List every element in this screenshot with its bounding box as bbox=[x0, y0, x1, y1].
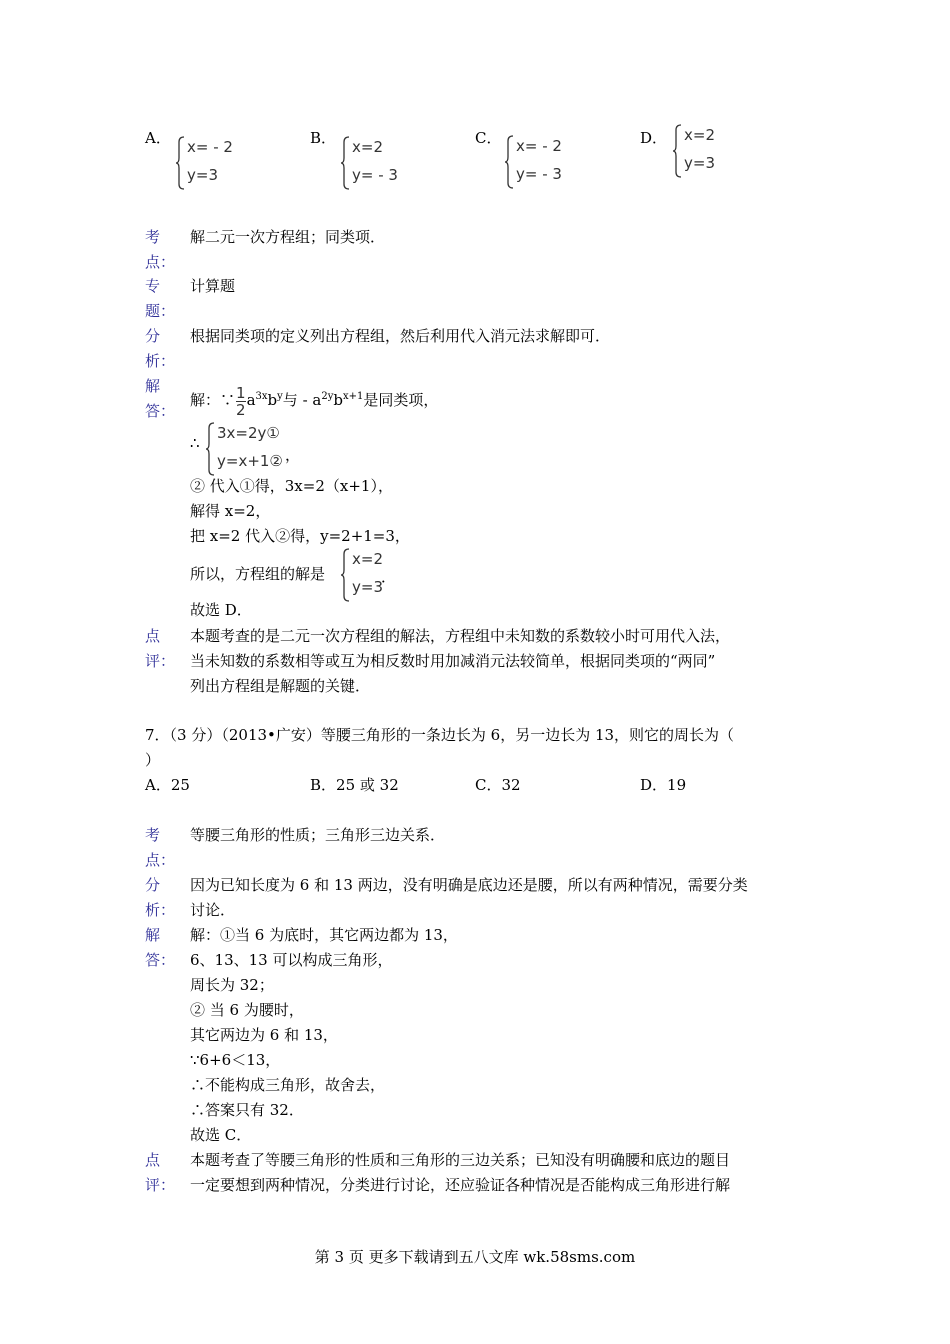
option-c-system bbox=[504, 135, 584, 189]
q6-dianping-label: 点 评： bbox=[145, 627, 176, 670]
q7-option-c: C．32 bbox=[475, 776, 521, 794]
system-comma: ， bbox=[285, 446, 301, 464]
option-b-eq1: x=2 bbox=[352, 138, 383, 156]
q6-dianping: 本题考查的是二元一次方程组的解法，方程组中未知数的系数较小时可用代入法， 当未知数的系数相等或互为相反数时用加减消元法较简单，根据同类项的“两同” 列出方程组是解题的关键． bbox=[190, 627, 731, 695]
option-d-system bbox=[672, 124, 752, 178]
brace-icon bbox=[340, 548, 350, 602]
q7-fenxi: 因为已知长度为 6 和 13 两边，没有明确是底边还是腰，所以有两种情况，需要分类 讨论． bbox=[190, 876, 748, 919]
option-d-eq1: x=2 bbox=[684, 126, 715, 144]
q6-zhuanti-label: 专 题： bbox=[145, 277, 176, 320]
q6-fenxi: 根据同类项的定义列出方程组，然后利用代入消元法求解即可． bbox=[190, 327, 611, 345]
option-a-system bbox=[175, 136, 255, 190]
q7-jieda: 解：①当 6 为底时，其它两边都为 13， 6、13、13 可以构成三角形， 周长为 32； ② 当 6 为腰时， 其它两边为 6 和 13， ∵6+6＜13， ∴不能构成三角形，故舍去， ∴答案只有 32． 故选 C． bbox=[190, 926, 458, 1144]
brace-icon bbox=[205, 422, 215, 476]
q6-step1: ② 代入①得，3x=2（x+1）， bbox=[190, 477, 393, 495]
brace-icon bbox=[175, 136, 185, 190]
option-c-eq2: y= - 3 bbox=[516, 165, 562, 183]
q7-jieda-label: 解 答： bbox=[145, 926, 176, 969]
therefore-sign: ∴ bbox=[190, 434, 200, 452]
q7-option-d: D．19 bbox=[640, 776, 687, 794]
q6-jieda-line1: 解：∵ $\frac{1}{2}$ $a^{3x}b^y$与 - $a^{2y}b^{x+1}$是同类项， bbox=[190, 383, 439, 419]
q7-option-a: A．25 bbox=[145, 776, 190, 794]
option-a-letter: A． bbox=[145, 129, 171, 147]
q6-step4-pre: 所以，方程组的解是 bbox=[190, 565, 326, 583]
fraction: $\frac{1}{2}$ bbox=[236, 383, 246, 419]
option-b-eq2: y= - 3 bbox=[352, 166, 398, 184]
brace-icon bbox=[504, 135, 514, 189]
system-eq2: y=x+1② bbox=[217, 452, 283, 470]
solution-eq1: x=2 bbox=[352, 550, 383, 568]
q6-kaodian: 解二元一次方程组；同类项． bbox=[190, 228, 386, 246]
option-b-letter: B． bbox=[310, 129, 337, 147]
q6-step5: 故选 D． bbox=[190, 601, 252, 619]
q6-zhuanti: 计算题 bbox=[190, 277, 236, 295]
q7-question: 7．（3 分）（2013•广安）等腰三角形的一条边长为 6，另一边长为 13，则它的周长为（ ） bbox=[145, 726, 735, 769]
q6-jieda-label: 解 答： bbox=[145, 377, 176, 420]
q7-kaodian: 等腰三角形的性质；三角形三边关系． bbox=[190, 826, 446, 844]
option-a-eq2: y=3 bbox=[187, 166, 218, 184]
brace-icon bbox=[672, 124, 682, 178]
option-b-system bbox=[340, 136, 420, 190]
option-c-eq1: x= - 2 bbox=[516, 137, 562, 155]
system-eq1: 3x=2y① bbox=[217, 424, 280, 442]
q6-step4-post: ． bbox=[381, 568, 397, 586]
page-footer: 第 3 页 更多下载请到五八文库 wk.58sms.com bbox=[314, 1248, 636, 1266]
option-d-eq2: y=3 bbox=[684, 154, 715, 172]
q7-dianping: 本题考查了等腰三角形的性质和三角形的三边关系；已知没有明确腰和底边的题目 一定要想到两种情况，分类进行讨论，还应验证各种情况是否能构成三角形进行解 bbox=[190, 1151, 731, 1194]
q7-dianping-label: 点 评： bbox=[145, 1151, 176, 1194]
option-c-letter: C． bbox=[475, 129, 502, 147]
option-d-letter: D． bbox=[640, 129, 668, 147]
q6-step2: 解得 x=2， bbox=[190, 502, 271, 520]
q7-fenxi-label: 分 析： bbox=[145, 876, 176, 919]
q7-option-b: B．25 或 32 bbox=[310, 776, 399, 794]
option-a-eq1: x= - 2 bbox=[187, 138, 233, 156]
q6-kaodian-label: 考 点： bbox=[145, 228, 176, 271]
q6-step3: 把 x=2 代入②得，y=2+1=3， bbox=[190, 527, 410, 545]
solution-eq2: y=3 bbox=[352, 578, 383, 596]
q7-kaodian-label: 考 点： bbox=[145, 826, 176, 869]
brace-icon bbox=[340, 136, 350, 190]
q6-fenxi-label: 分 析： bbox=[145, 327, 176, 370]
